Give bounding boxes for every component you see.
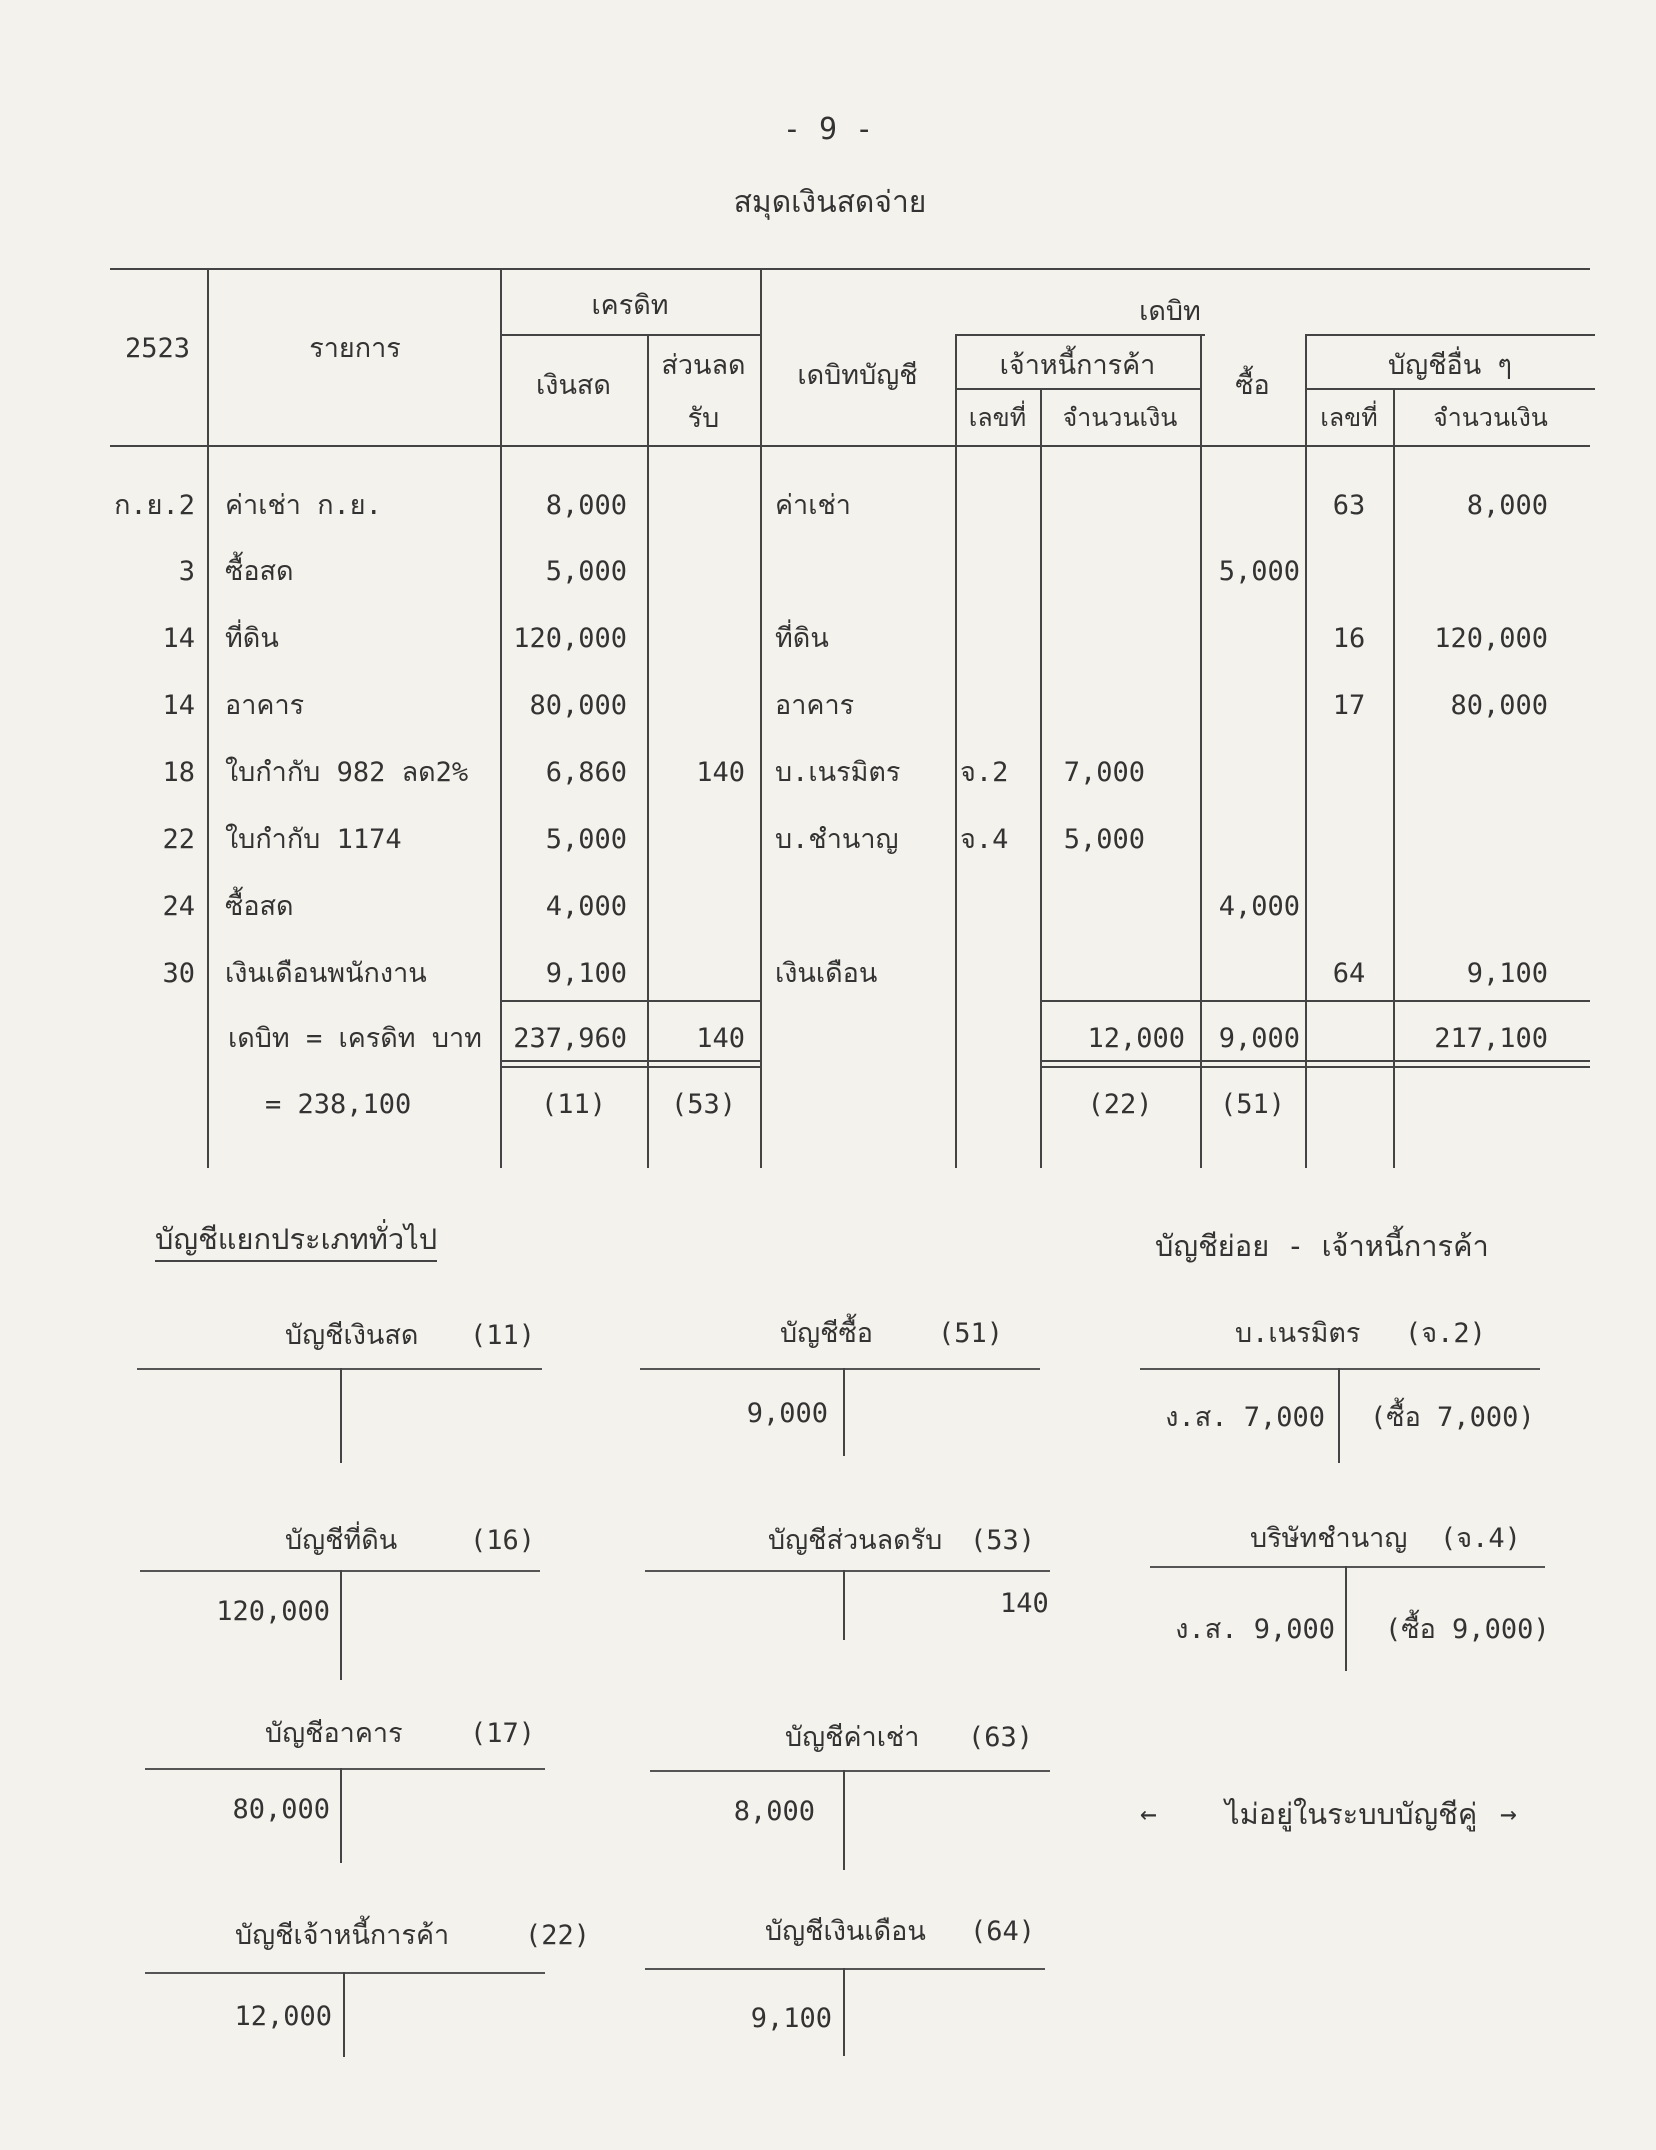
t-account-line <box>1140 1368 1540 1370</box>
row-discount: 140 <box>696 757 745 788</box>
row-cash: 9,100 <box>545 958 627 989</box>
t-account-divider <box>843 1368 845 1456</box>
row-description: ซื้อสด <box>225 891 294 922</box>
account-debit: 80,000 <box>232 1794 330 1825</box>
page-title: สมุดเงินสดจ่าย <box>733 185 927 220</box>
t-account-line <box>645 1570 1050 1572</box>
account-ref: (17) <box>470 1718 536 1749</box>
account-debit: 9,000 <box>746 1398 828 1429</box>
account-name: บัญชีเงินเดือน <box>765 1916 926 1947</box>
t-account-line <box>650 1770 1050 1772</box>
t-account-divider <box>843 1570 845 1640</box>
row-purchase: 5,000 <box>1218 556 1300 587</box>
total-purchases: 9,000 <box>1218 1023 1300 1054</box>
account-name: บ.เนรมิตร <box>1235 1318 1361 1349</box>
row-other-no: 63 <box>1332 490 1366 521</box>
discount-header-line1: ส่วนลด <box>661 350 746 381</box>
total-creditors: 12,000 <box>1087 1023 1185 1054</box>
credit-header: เครดิท <box>591 290 669 321</box>
totals-double-line-right-2 <box>1040 1066 1590 1068</box>
row-account: อาคาร <box>775 690 855 721</box>
col-line-1 <box>207 268 209 1168</box>
row-purchase: 4,000 <box>1218 891 1300 922</box>
ref-cash: (11) <box>540 1089 607 1120</box>
other-sub-line2 <box>1305 388 1595 390</box>
row-other-amount: 9,100 <box>1466 958 1548 989</box>
t-account-divider <box>1345 1566 1347 1671</box>
account-credit: (ซื้อ 9,000) <box>1385 1614 1550 1645</box>
row-account: ที่ดิน <box>775 623 829 654</box>
account-credit: (ซื้อ 7,000) <box>1370 1402 1535 1433</box>
ref-discount: (53) <box>670 1089 737 1120</box>
ref-purchases: (51) <box>1219 1089 1286 1120</box>
account-name: บัญชีเงินสด <box>285 1320 419 1351</box>
discount-header-line2: รับ <box>687 403 720 434</box>
totals-label: เดบิท = เครดิท บาท <box>228 1023 482 1054</box>
totals-double-line <box>500 1060 760 1062</box>
other-amount-header: จำนวนเงิน <box>1433 403 1548 432</box>
total-discount: 140 <box>696 1023 745 1054</box>
row-other-no: 16 <box>1332 623 1366 654</box>
total-cash: 237,960 <box>513 1023 627 1054</box>
account-debit: 12,000 <box>234 2001 332 2032</box>
row-description: ใบกำกับ 982 ลด2% <box>225 757 469 788</box>
purchases-header: ซื้อ <box>1235 370 1270 401</box>
account-name: บริษัทชำนาญ <box>1250 1523 1408 1554</box>
row-other-amount: 80,000 <box>1450 690 1548 721</box>
col-line-8 <box>1305 334 1307 1168</box>
account-ref: (11) <box>470 1320 536 1351</box>
totals-top-line-right <box>1040 1000 1590 1002</box>
row-other-no: 17 <box>1332 690 1366 721</box>
row-other-amount: 120,000 <box>1434 623 1548 654</box>
account-name: บัญชีที่ดิน <box>285 1525 398 1556</box>
debit-header: เดบิท <box>1139 296 1201 327</box>
account-name: บัญชีเจ้าหนี้การค้า <box>235 1920 450 1951</box>
t-account-line <box>145 1768 545 1770</box>
row-date: 22 <box>162 824 195 855</box>
other-accounts-header: บัญชีอื่น ๆ <box>1388 350 1512 381</box>
row-creditor-no: จ.4 <box>960 824 1009 855</box>
account-debit: 9,100 <box>750 2003 832 2034</box>
row-date: ก.ย.2 <box>114 490 195 521</box>
row-other-no: 64 <box>1332 958 1366 989</box>
totals-double-line-right <box>1040 1060 1590 1062</box>
year-header: 2523 <box>125 333 191 364</box>
row-account: บ.เนรมิตร <box>775 757 901 788</box>
row-cash: 8,000 <box>545 490 627 521</box>
account-name: บัญชีอาคาร <box>265 1718 403 1749</box>
account-ref: (22) <box>525 1920 591 1951</box>
page-number: - 9 - <box>782 112 874 147</box>
t-account-divider <box>340 1570 342 1680</box>
t-account-line <box>145 1972 545 1974</box>
account-name: บัญชีซื้อ <box>780 1318 874 1349</box>
account-ref: (16) <box>470 1525 536 1556</box>
row-date: 30 <box>162 958 195 989</box>
row-other-amount: 8,000 <box>1466 490 1548 521</box>
row-creditor-amount: 7,000 <box>1063 757 1145 788</box>
t-account-divider <box>843 1968 845 2056</box>
row-description: ซื้อสด <box>225 556 294 587</box>
creditor-sub-line <box>955 334 1205 336</box>
account-debit: 120,000 <box>216 1596 330 1627</box>
t-account-divider <box>340 1768 342 1863</box>
t-account-divider <box>843 1770 845 1870</box>
account-name: บัญชีส่วนลดรับ <box>768 1525 943 1556</box>
row-description: เงินเดือนพนักงาน <box>225 958 427 989</box>
other-sub-line <box>1305 334 1595 336</box>
creditor-amount-header: จำนวนเงิน <box>1062 403 1178 432</box>
t-account-divider <box>340 1368 342 1463</box>
account-credit: 140 <box>1000 1588 1049 1619</box>
t-account-divider <box>1338 1368 1340 1463</box>
other-no-header: เลขที่ <box>1320 403 1378 432</box>
row-description: ใบกำกับ 1174 <box>225 824 402 855</box>
row-account: บ.ชำนาญ <box>775 824 899 855</box>
note-text: ไม่อยู่ในระบบบัญชีคู่ <box>1225 1797 1478 1831</box>
row-date: 14 <box>162 690 195 721</box>
row-account: เงินเดือน <box>775 958 878 989</box>
row-cash: 5,000 <box>545 556 627 587</box>
general-ledger-title: บัญชีแยกประเภททั่วไป <box>155 1225 437 1254</box>
account-ref: (จ.4) <box>1440 1523 1521 1554</box>
account-name: บัญชีค่าเช่า <box>785 1722 920 1753</box>
ref-creditors: (22) <box>1087 1089 1153 1120</box>
row-cash: 120,000 <box>513 623 627 654</box>
subsidiary-ledger-title: บัญชีย่อย - เจ้าหนี้การค้า <box>1155 1229 1489 1263</box>
t-account-line <box>640 1368 1040 1370</box>
credit-sub-line <box>500 334 760 336</box>
account-debit: 8,000 <box>733 1796 815 1827</box>
account-ref: (63) <box>968 1722 1034 1753</box>
totals-label-2: = 238,100 <box>265 1089 412 1120</box>
account-debit: ง.ส. 9,000 <box>1175 1614 1335 1645</box>
particulars-header: รายการ <box>309 333 401 364</box>
row-cash: 6,860 <box>545 757 627 788</box>
row-description: ค่าเช่า ก.ย. <box>225 490 382 521</box>
account-debit: ง.ส. 7,000 <box>1165 1402 1325 1433</box>
t-account-line <box>1150 1566 1545 1568</box>
account-ref: (จ.2) <box>1405 1318 1486 1349</box>
debit-account-header: เดบิทบัญชี <box>797 360 918 391</box>
left-arrow-icon: ← <box>1140 1797 1157 1830</box>
creditor-sub-line2 <box>955 388 1200 390</box>
t-account-line <box>645 1968 1045 1970</box>
row-description: ที่ดิน <box>225 623 279 654</box>
row-date: 18 <box>162 757 195 788</box>
cash-header: เงินสด <box>536 370 611 401</box>
col-line-5 <box>955 334 957 1168</box>
col-line-4 <box>760 268 762 1168</box>
right-arrow-icon: → <box>1500 1797 1517 1830</box>
creditor-no-header: เลขที่ <box>968 403 1027 432</box>
row-account: ค่าเช่า <box>775 490 851 521</box>
totals-double-line-2 <box>500 1066 760 1068</box>
row-creditor-amount: 5,000 <box>1063 824 1145 855</box>
header-bottom-border <box>110 445 1590 447</box>
row-description: อาคาร <box>225 690 305 721</box>
row-date: 14 <box>162 623 195 654</box>
row-creditor-no: จ.2 <box>960 757 1009 788</box>
account-ref: (53) <box>970 1525 1036 1556</box>
table-top-border <box>110 268 1590 270</box>
total-other: 217,100 <box>1434 1023 1548 1054</box>
row-cash: 4,000 <box>545 891 627 922</box>
row-date: 24 <box>162 891 195 922</box>
account-ref: (64) <box>970 1916 1036 1947</box>
account-ref: (51) <box>938 1318 1004 1349</box>
totals-top-line <box>500 1000 760 1002</box>
creditors-header: เจ้าหนี้การค้า <box>999 350 1156 381</box>
t-account-divider <box>343 1972 345 2057</box>
row-date: 3 <box>178 556 195 587</box>
row-cash: 5,000 <box>545 824 627 855</box>
row-cash: 80,000 <box>529 690 627 721</box>
